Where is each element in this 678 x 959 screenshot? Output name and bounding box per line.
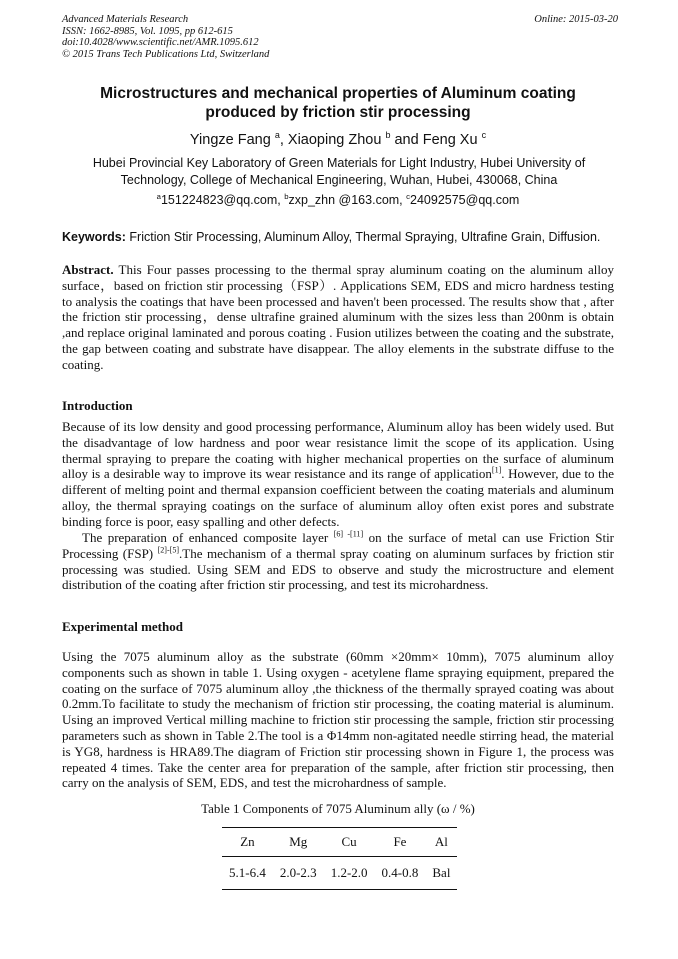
table-cell: Bal (425, 857, 457, 890)
keywords-text: Friction Stir Processing, Aluminum Alloy, Thermal Spraying, Ultrafine Grain, Diffusion. (129, 230, 601, 244)
intro-p2-text-b: on the surface of metal can use Friction Stir Processing (FSP) (62, 530, 615, 561)
table-header-cell: Al (425, 828, 457, 857)
author-1-sup: a (274, 130, 280, 141)
table-cell: 0.4-0.8 (375, 857, 426, 890)
copyright: © 2015 Trans Tech Publications Ltd, Switzerland (62, 48, 270, 60)
keywords-label: Keywords: (62, 230, 126, 244)
citation-3[interactable]: [2]-[5] (157, 545, 180, 555)
intro-paragraph-1 (62, 419, 614, 530)
email-2-sup: b (284, 191, 289, 201)
abstract-label: Abstract. (62, 262, 114, 277)
author-2-sup: b (385, 130, 391, 141)
title-line-1: Microstructures and mechanical properties of Aluminum coating (100, 85, 576, 102)
table-1-caption: Table 1 Components of 7075 Aluminum ally (ω / %) (201, 801, 475, 816)
doi: doi:10.4028/www.scientific.net/AMR.1095.612 (62, 37, 259, 48)
email-2[interactable]: zxp_zhn @163.com, (288, 193, 403, 207)
authors: Yingze Fang $^a$, Xiaoping Zhou $^b$ and Feng Xu $^c$ (189, 130, 487, 148)
email-1[interactable]: 151224823@qq.com, (160, 193, 281, 207)
affiliation: Hubei Provincial Key Laboratory of Green Materials for Light Industry, Hubei University of Technology, College of Mechanical Engineering, Wuhan, Hubei, 430068, China (92, 156, 586, 187)
email-3-sup: c (406, 191, 411, 201)
email-3[interactable]: 24092575@qq.com (410, 193, 520, 207)
table-cell: 5.1-6.4 (222, 857, 273, 890)
emails (62, 193, 614, 207)
table-header-cell: Cu (324, 828, 375, 857)
intro-p1-text-b: . However, due to the different of melting point and thermal expansion coefficient between the coating materials and aluminum alloy, the thermal spraying coatings on the surface of aluminum alloy often exist pores and substrate binding force is poor, easy spalling and other defects. (62, 466, 615, 529)
abstract-text: This Four passes processing to the thermal spray aluminum coating on the aluminum alloy surface，based on friction stir processing（FSP）. Applications SEM, EDS and micro hardness testing to analysis the coatings that have been processed and haven't been processed. The results show that , after the friction stir processing，dense ultrafine grained aluminum with the sizes less than 200nm is obtain ,and replace original laminated and porous coating . Fusion utilizes between the coating and the substrate, the gap between coating and substrate have disappear. The alloy elements in the substrate diffuse to the coating. (62, 262, 615, 372)
title-line-2: produced by friction stir processing (205, 104, 471, 121)
author-1: Yingze Fang (189, 132, 271, 148)
journal-header (62, 14, 618, 60)
method-heading: Experimental method (62, 619, 183, 634)
intro-paragraph-2 (62, 530, 614, 593)
abstract (62, 262, 614, 373)
table-header-cell: Mg (273, 828, 324, 857)
author-3: and Feng Xu (394, 132, 478, 148)
journal-name: Advanced Materials Research (62, 14, 189, 25)
table-1 (222, 827, 457, 890)
email-1-sup: a (156, 191, 161, 201)
intro-p2-text-a: The preparation of enhanced composite layer (82, 530, 329, 545)
citation-2[interactable]: [6] -[11] (333, 529, 364, 539)
table-cell: 2.0-2.3 (273, 857, 324, 890)
intro-p1-text-a: Because of its low density and good processing performance, Aluminum alloy has been widely used. But the disadvantage of low hardness and poor wear resistance limit the scope of its application. Using thermal spraying to prepare the coating with higher mechanical properties on the surface of aluminum alloy is a desirable way to improve its wear resistance and its range of application (62, 419, 614, 482)
table-header-row (222, 828, 457, 857)
intro-heading: Introduction (62, 398, 133, 413)
method-paragraph: Using the 7075 aluminum alloy as the substrate (60mm ×20mm× 10mm), 7075 aluminum alloy components such as shown in table 1. Using oxygen - acetylene flame spraying equipment, prepared the coating on the surface of 7075 aluminum alloy ,the thickness of the thermally sprayed coating was about 0.2mm.To facilitate to study the mechanism of friction stir processing, the coating material is aluminum. Using an improved Vertical milling machine to friction stir processing the sample, friction stir processing parameters such as shown in Table 2.The tool is a Φ14mm non-agitated needle stirring head, the material is YG8, hardness is HRA89.The diagram of Friction stir processing shown in Figure 1, the process was repeated 4 times. Take the center area for preparation of the sample, after friction stir processing, then carry on the analysis of SEM, EDS, and test the microhardness of sample. (62, 649, 614, 791)
online-date: Online: 2015-03-20 (534, 14, 618, 25)
paper-title (62, 84, 614, 122)
keywords (62, 230, 618, 244)
table-header-cell: Fe (375, 828, 426, 857)
table-row (222, 857, 457, 890)
citation-1[interactable]: [1] (491, 466, 502, 476)
table-cell: 1.2-2.0 (324, 857, 375, 890)
author-3-sup: c (481, 130, 487, 141)
table-header-cell: Zn (222, 828, 273, 857)
author-2: Xiaoping Zhou (287, 132, 382, 148)
intro-p2-text-c: .The mechanism of a thermal spray coating on aluminum surfaces by friction stir processing was studied. Using SEM and EDS to observe and study the microstructure and element distribution of the coating after friction stir processing, and test its microhardness. (62, 545, 615, 593)
issn: ISSN: 1662-8985, Vol. 1095, pp 612-615 (62, 25, 233, 37)
